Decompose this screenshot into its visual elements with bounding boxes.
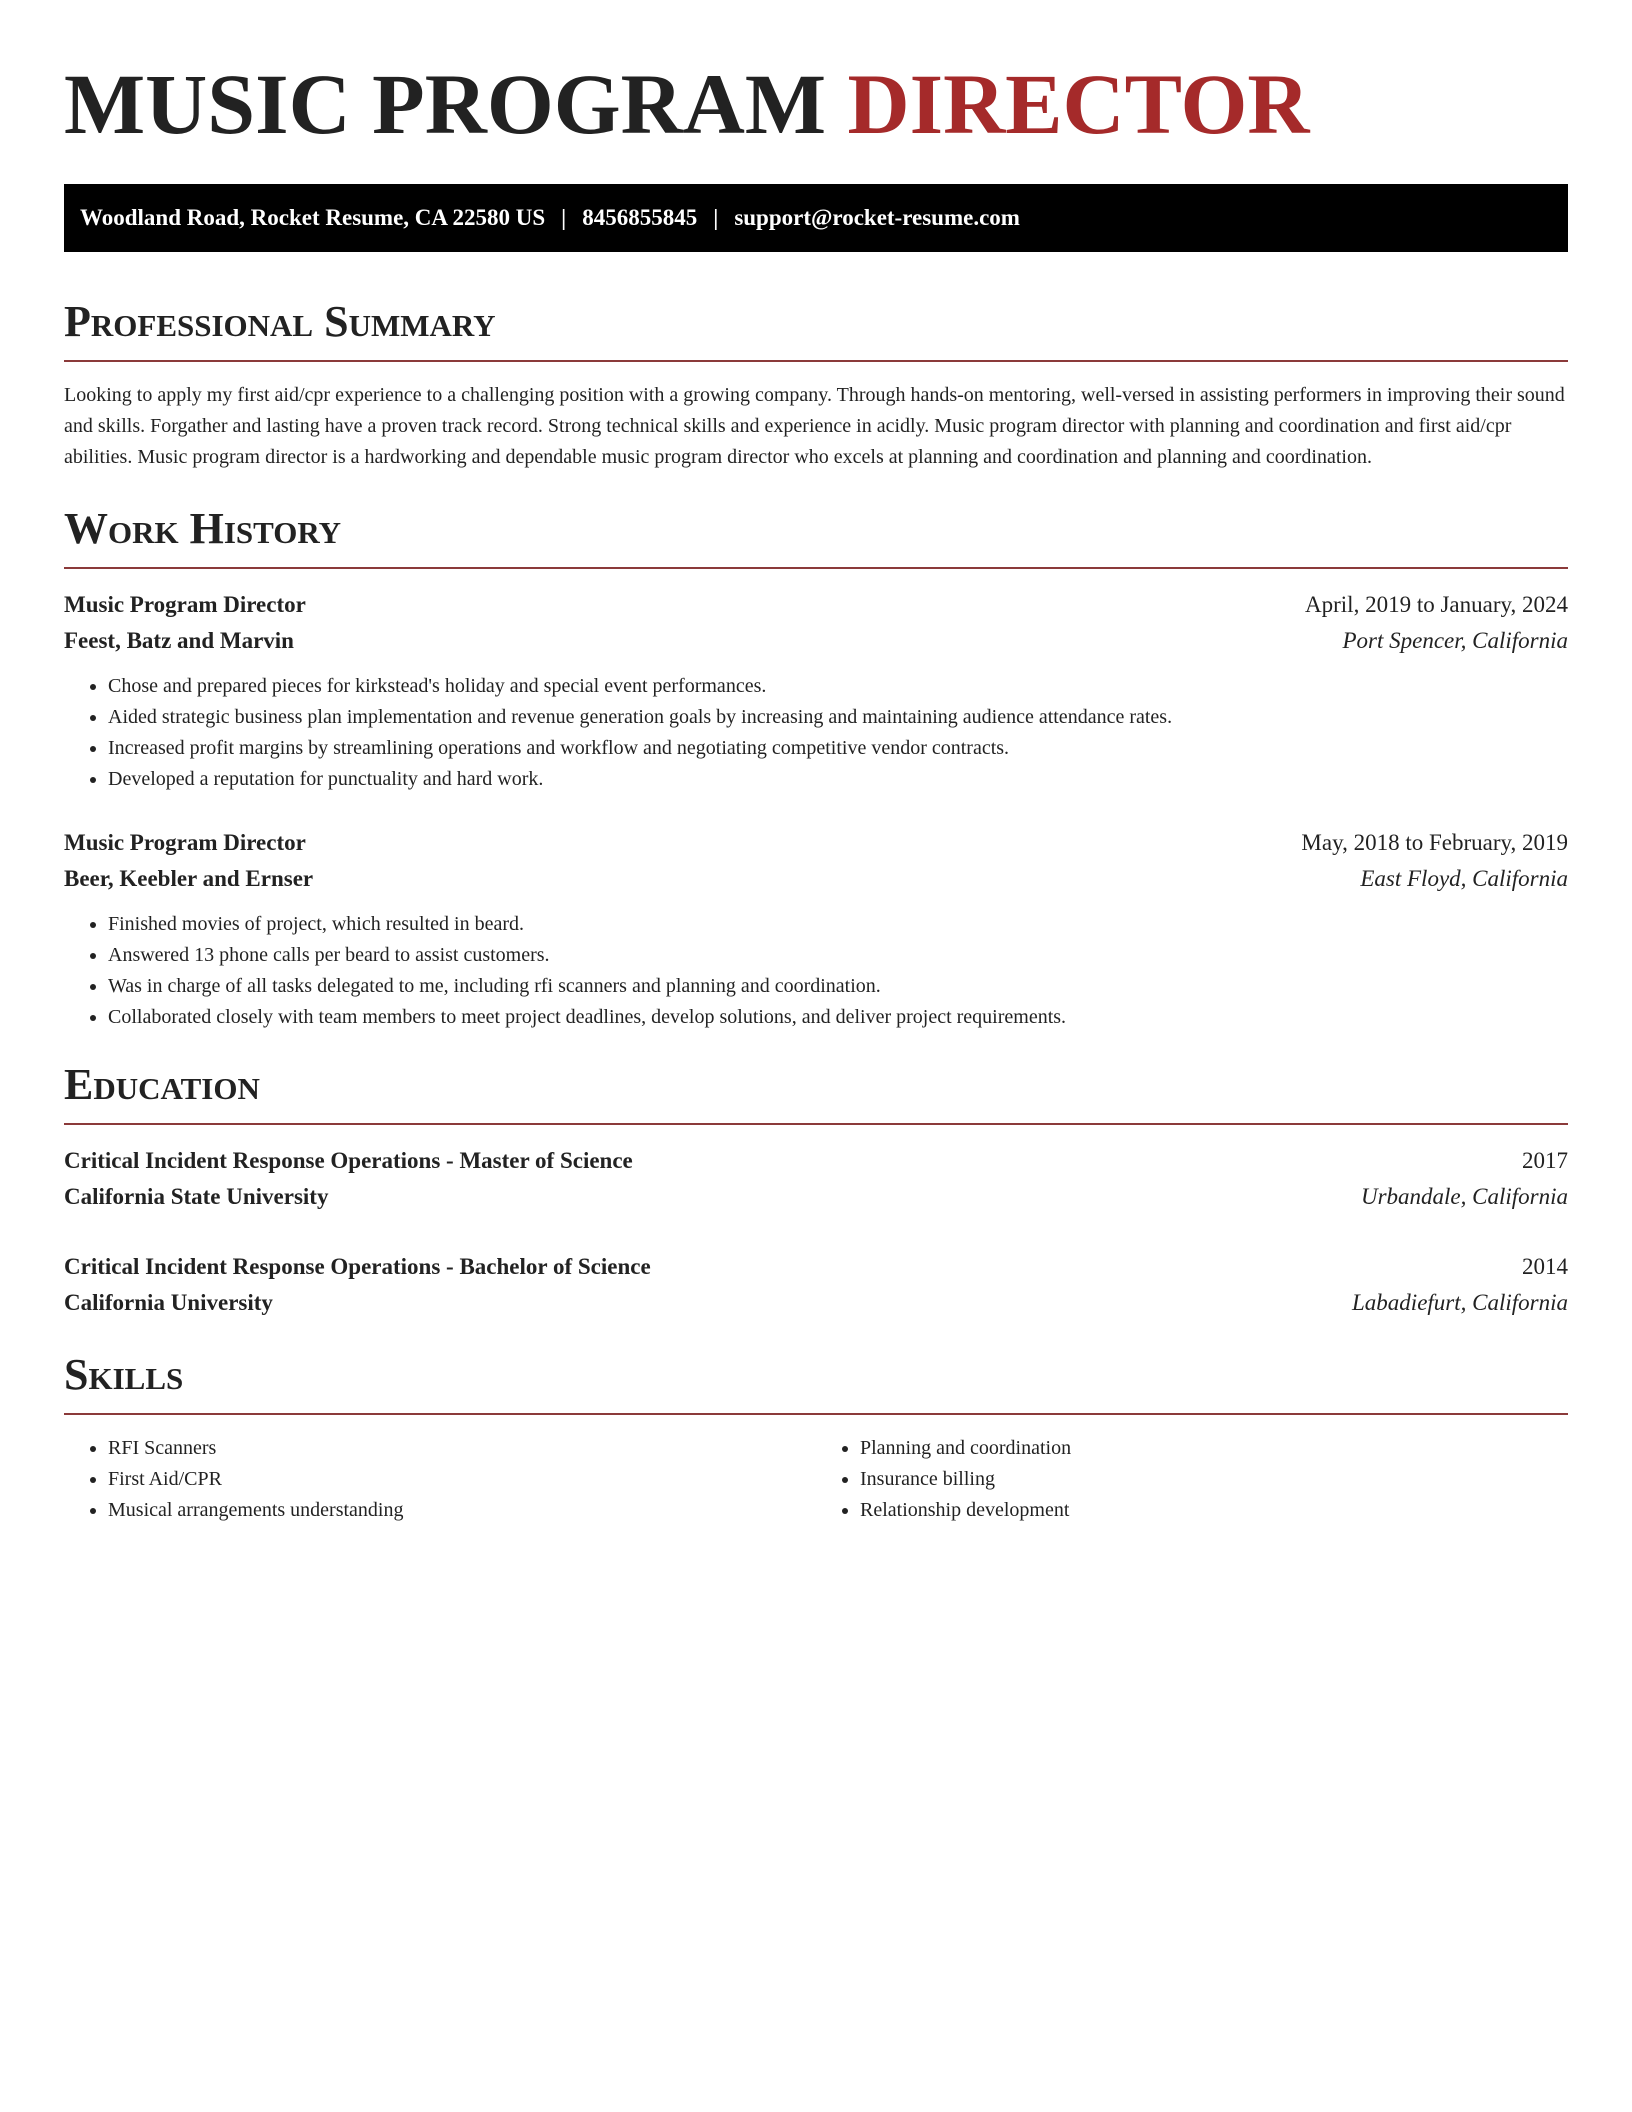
- skills-list-left: [64, 1433, 816, 1526]
- job-header-row: [64, 587, 1568, 623]
- job-location: East Floyd, California: [1360, 866, 1568, 891]
- summary-section: [64, 296, 1568, 473]
- job-bullet: • Finished movies of project, which resulted in beard.: [108, 909, 1568, 940]
- job-company: Feest, Batz and Marvin: [64, 628, 294, 653]
- job-bullet: • Increased profit margins by streamlining operations and workflow and negotiating competitive vendor contracts.: [108, 733, 1568, 764]
- skill-item: • Planning and coordination: [860, 1433, 1568, 1464]
- skill-item: • Relationship development: [860, 1495, 1568, 1526]
- title-accent: DIRECTOR: [847, 56, 1310, 152]
- skill-item: • Insurance billing: [860, 1464, 1568, 1495]
- job-company-row: [64, 623, 1568, 659]
- education-degree-row: [64, 1249, 1568, 1285]
- section-divider: [64, 1413, 1568, 1415]
- section-title-skills: Skills: [64, 1350, 184, 1399]
- section-title-summary: Professional Summary: [64, 297, 496, 346]
- section-title-education: Education: [64, 1060, 260, 1109]
- job-bullet: • Chose and prepared pieces for kirkstead's holiday and special event performances.: [108, 671, 1568, 702]
- job-role: Music Program Director: [64, 830, 306, 855]
- skill-item: • Musical arrangements understanding: [108, 1495, 816, 1526]
- job-bullet: • Answered 13 phone calls per beard to assist customers.: [108, 940, 1568, 971]
- summary-text: Looking to apply my first aid/cpr experience to a challenging position with a growing company. Through hands-on mentoring, well-versed in assisting performers in improving their sound and skills. Forgather and lasting have a proven track record. Strong technical skills and experience in acidly. Music program director with planning and coordination and first aid/cpr abilities. Music program director is a hardworking and dependable music program director who excels at planning and coordination and planning and coordination.: [64, 384, 1565, 468]
- education-year: 2014: [1522, 1254, 1568, 1279]
- education-school-row: [64, 1179, 1568, 1215]
- job-bullet: • Was in charge of all tasks delegated to me, including rfi scanners and planning and coordination.: [108, 971, 1568, 1002]
- job-bullet: • Developed a reputation for punctuality and hard work.: [108, 764, 1568, 795]
- education-school: California University: [64, 1290, 273, 1315]
- job-bullet: • Aided strategic business plan implementation and revenue generation goals by increasing and maintaining audience attendance rates.: [108, 702, 1568, 733]
- resume-title: [64, 56, 1568, 152]
- education-location: Labadiefurt, California: [1352, 1290, 1568, 1315]
- job-company: Beer, Keebler and Ernser: [64, 866, 314, 891]
- skill-item: • RFI Scanners: [108, 1433, 816, 1464]
- job-dates: May, 2018 to February, 2019: [1301, 830, 1568, 855]
- skills-list-right: [816, 1433, 1568, 1526]
- job-entry: [64, 587, 1568, 795]
- education-school-row: [64, 1285, 1568, 1321]
- job-location: Port Spencer, California: [1342, 628, 1568, 653]
- section-divider: [64, 1123, 1568, 1125]
- job-role: Music Program Director: [64, 592, 306, 617]
- contact-email: support@rocket-resume.com: [734, 205, 1020, 230]
- skill-item: • First Aid/CPR: [108, 1464, 816, 1495]
- education-school: California State University: [64, 1184, 329, 1209]
- education-degree: Critical Incident Response Operations - Master of Science: [64, 1148, 633, 1173]
- skills-section: [64, 1349, 1568, 1526]
- job-dates: April, 2019 to January, 2024: [1305, 592, 1568, 617]
- job-bullet: • Collaborated closely with team members to meet project deadlines, develop solutions, and deliver project requirements.: [108, 1002, 1568, 1033]
- title-main: MUSIC PROGRAM: [64, 56, 826, 152]
- education-degree: Critical Incident Response Operations - Bachelor of Science: [64, 1254, 651, 1279]
- education-degree-row: [64, 1143, 1568, 1179]
- section-divider: [64, 360, 1568, 362]
- education-year: 2017: [1522, 1148, 1568, 1173]
- skills-columns: [64, 1433, 1568, 1526]
- contact-phone: 8456855845: [582, 205, 698, 230]
- section-title-work: Work History: [64, 504, 342, 553]
- contact-bar: [64, 184, 1568, 252]
- contact-separator: |: [713, 205, 719, 230]
- contact-separator: |: [561, 205, 567, 230]
- section-divider: [64, 567, 1568, 569]
- education-entry: [64, 1249, 1568, 1321]
- contact-address: Woodland Road, Rocket Resume, CA 22580 US: [80, 205, 546, 230]
- education-entry: [64, 1143, 1568, 1215]
- work-history-section: [64, 503, 1568, 1033]
- job-bullets: [64, 909, 1568, 1033]
- job-entry: [64, 825, 1568, 1033]
- job-bullets: [64, 671, 1568, 795]
- education-section: [64, 1059, 1568, 1321]
- education-location: Urbandale, California: [1360, 1184, 1568, 1209]
- job-header-row: [64, 825, 1568, 861]
- job-company-row: [64, 861, 1568, 897]
